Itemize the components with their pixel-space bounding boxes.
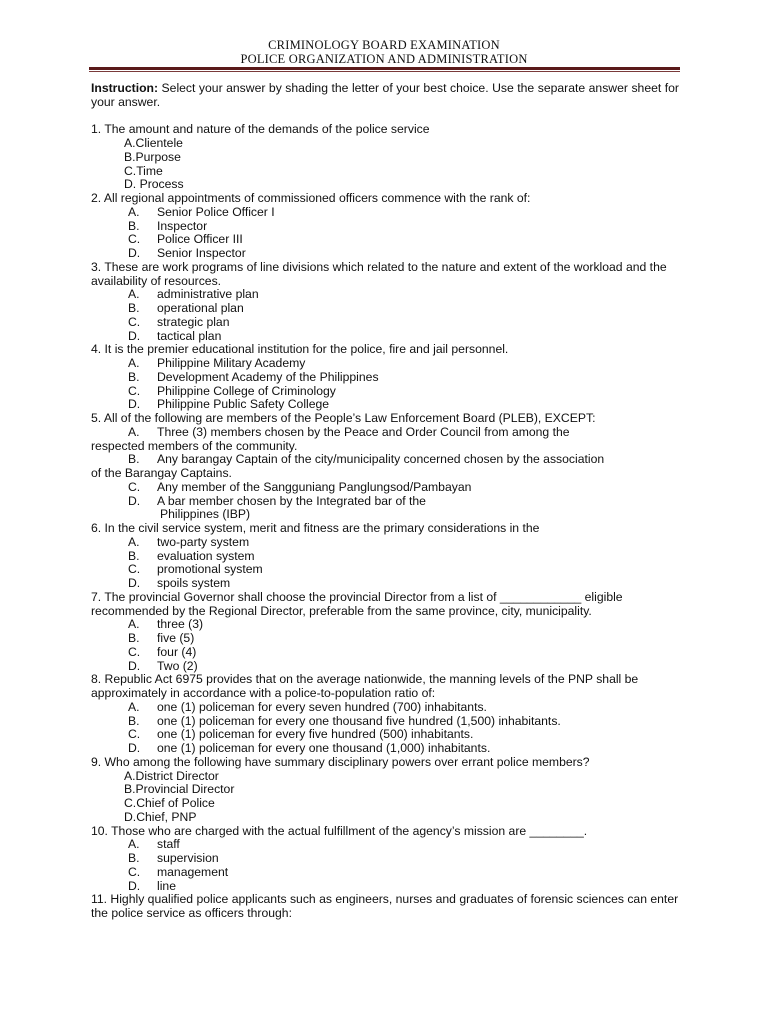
question-3 (91, 261, 679, 344)
question-stem: 5. All of the following are members of the People’s Law Enforcement Board (PLEB), EXCEPT: (91, 411, 596, 425)
option-c: C.Time (124, 163, 163, 178)
question-stem: 1. The amount and nature of the demands of the police service (91, 122, 430, 137)
option-c: C. Any member of the Sangguniang Panglungsod/Pambayan (128, 479, 472, 494)
header-divider (89, 67, 680, 70)
question-stem: 10. Those who are charged with the actual fulfillment of the agency’s mission are ________. (91, 823, 588, 838)
question-9 (91, 756, 679, 825)
question-6 (91, 522, 679, 591)
option-c: C. promotional system (128, 562, 263, 577)
question-stem: 4. It is the premier educational institution for the police, fire and jail personnel. (91, 342, 509, 357)
question-2 (91, 192, 679, 261)
option-a: A.Clientele (124, 136, 183, 150)
option-d: D. tactical plan (128, 328, 222, 343)
option-b: B. supervision (128, 851, 219, 865)
option-d: D. Two (2) (128, 658, 198, 673)
question-5 (91, 412, 679, 522)
exam-header (0, 38, 768, 66)
option-d: D. one (1) policeman for every one thousand (1,000) inhabitants. (128, 741, 491, 755)
option-d: D.Chief, PNP (124, 809, 197, 824)
option-a-continued: respected members of the community. (91, 438, 298, 453)
option-b: B. Inspector (128, 218, 208, 233)
option-a: A. Philippine Military Academy (128, 356, 306, 370)
option-d: D. spoils system (128, 576, 231, 590)
question-10 (91, 825, 679, 894)
option-a: A. one (1) policeman for every seven hundred (700) inhabitants. (128, 699, 487, 714)
header-divider-thin (89, 71, 680, 72)
option-c: C.Chief of Police (124, 796, 215, 810)
question-stem: 6. In the civil service system, merit and fitness are the primary considerations in the (91, 521, 540, 535)
option-a: A.District Director (124, 768, 219, 783)
exam-body (91, 82, 679, 921)
option-c: C. Philippine College of Criminology (128, 383, 336, 398)
option-b: B. Any barangay Captain of the city/municipality concerned chosen by the association (128, 452, 605, 467)
option-c: C. strategic plan (128, 314, 230, 329)
option-b-continued: of the Barangay Captains. (91, 466, 232, 480)
question-stem: 8. Republic Act 6975 provides that on the average nationwide, the manning levels of the PNP shall be approximately in accordance with a police-to-population ratio of: (91, 672, 639, 700)
question-stem: 3. These are work programs of line divisions which related to the nature and extent of the workload and the availability of resources. (91, 259, 667, 288)
question-8 (91, 673, 679, 756)
option-d: D. line (128, 878, 176, 893)
instruction (91, 82, 679, 110)
question-stem: 11. Highly qualified police applicants such as engineers, nurses and graduates of forensic sciences can enter the police service as officers through: (91, 892, 679, 920)
option-b: B. five (5) (128, 631, 195, 645)
option-a: A. two-party system (128, 534, 250, 549)
exam-subject: POLICE ORGANIZATION AND ADMINISTRATION (240, 52, 528, 66)
option-c: C. one (1) policeman for every five hundred (500) inhabitants. (128, 727, 474, 742)
question-1 (91, 123, 679, 192)
option-a: A. Senior Police Officer I (128, 204, 275, 219)
option-a: A. Three (3) members chosen by the Peace and Order Council from among the (128, 424, 570, 439)
instruction-label: Instruction: (91, 81, 159, 95)
question-7 (91, 591, 679, 674)
question-11 (91, 893, 679, 921)
option-d: D. A bar member chosen by the Integrated bar of the (128, 493, 426, 508)
question-stem: 9. Who among the following have summary disciplinary powers over errant police members? (91, 754, 590, 769)
option-b: B. operational plan (128, 301, 244, 315)
question-stem: 7. The provincial Governor shall choose the provincial Director from a list of ____________ eligible recommended by the Regional Director, preferable from the same province, city, municipality. (91, 589, 623, 618)
option-d: D. Philippine Public Safety College (128, 397, 330, 412)
instruction-text: Select your answer by shading the letter of your best choice. Use the separate answer sheet for your answer. (91, 81, 679, 109)
question-stem: 2. All regional appointments of commissioned officers commence with the rank of: (91, 191, 531, 205)
option-b: B.Provincial Director (124, 782, 235, 797)
option-b: B. evaluation system (128, 548, 255, 563)
option-c: C. four (4) (128, 644, 197, 659)
question-4 (91, 343, 679, 412)
option-d: D. Process (124, 177, 184, 192)
option-a: A. three (3) (128, 617, 204, 632)
exam-title: CRIMINOLOGY BOARD EXAMINATION (268, 38, 500, 52)
option-d: D. Senior Inspector (128, 246, 246, 260)
option-c: C. Police Officer III (128, 232, 243, 247)
option-a: A. staff (128, 837, 180, 852)
option-a: A. administrative plan (128, 287, 259, 302)
option-c: C. management (128, 864, 229, 879)
option-b: B. one (1) policeman for every one thousand five hundred (1,500) inhabitants. (128, 713, 561, 728)
option-b: B. Development Academy of the Philippines (128, 369, 379, 384)
option-d-continued: Philippines (IBP) (160, 507, 251, 522)
option-b: B.Purpose (124, 149, 181, 164)
